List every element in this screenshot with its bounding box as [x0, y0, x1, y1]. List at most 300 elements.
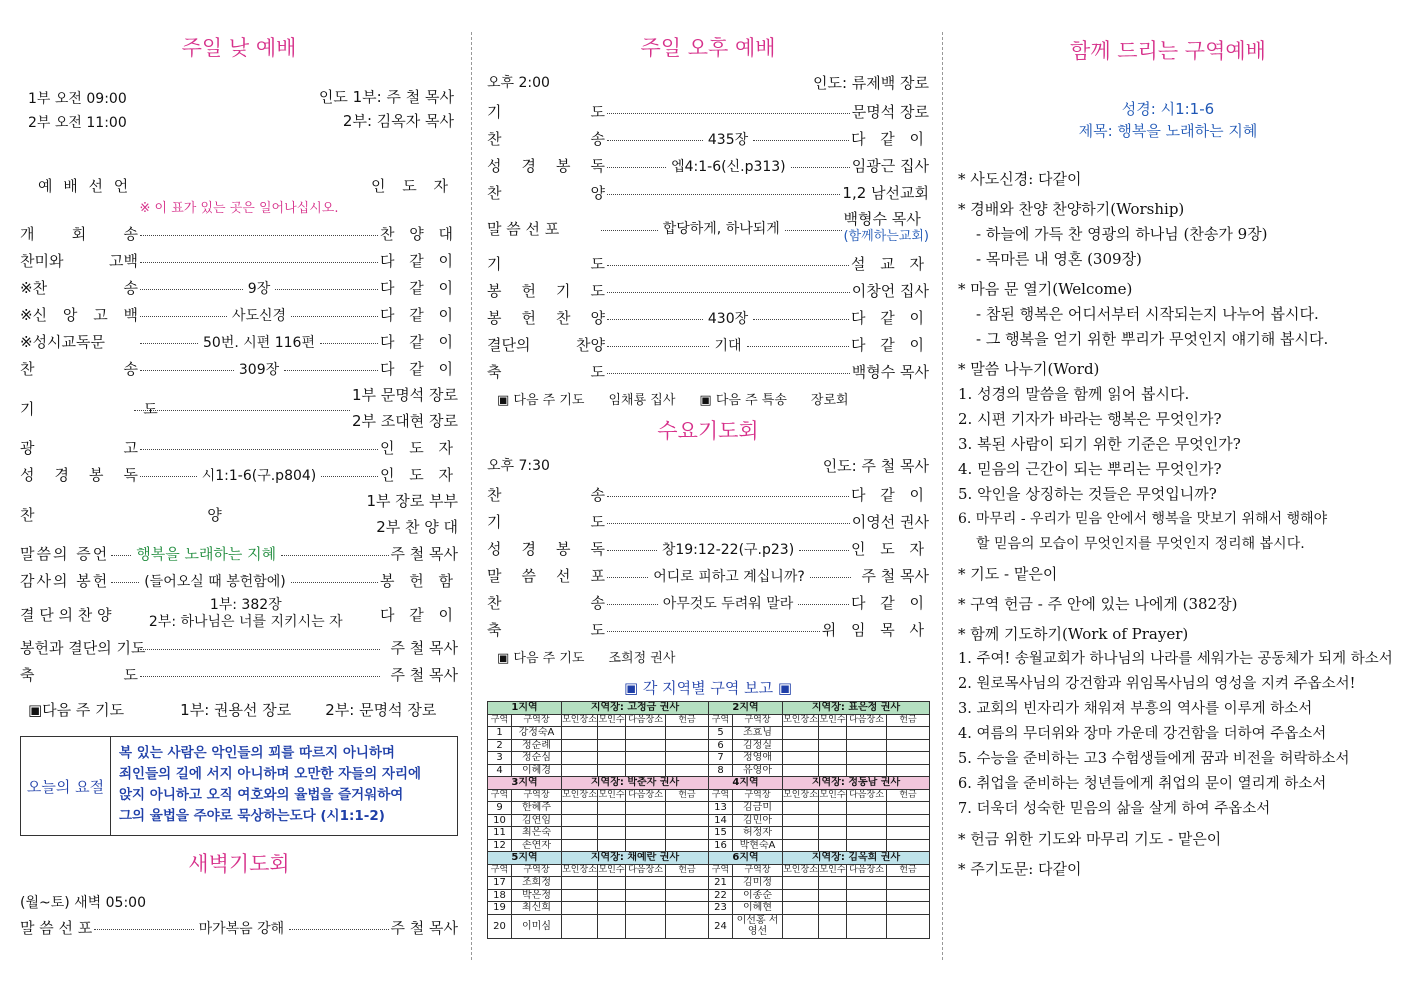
offering-right: 봉 헌 함	[379, 572, 458, 590]
table-cell	[666, 877, 709, 890]
afternoon-next	[487, 385, 929, 411]
resolve-row	[20, 594, 458, 634]
leader-dots	[607, 604, 658, 605]
afternoon-header	[487, 66, 929, 98]
cell-number: 8	[709, 764, 733, 777]
order-person: 백형수 목사	[851, 363, 929, 381]
order-label-char: 도	[590, 513, 605, 531]
table-cell	[666, 802, 709, 815]
table-row	[488, 914, 930, 938]
order-label-char: 백	[123, 306, 138, 324]
dawn-label: 말 씀 선 포	[20, 919, 93, 937]
table-cell	[626, 752, 666, 765]
table-cell	[819, 839, 847, 852]
cell-number: 6	[709, 739, 733, 752]
region-leader: 지역장: 표은정 권사	[783, 702, 930, 715]
cell-leader-name: 손연자	[512, 839, 562, 852]
order-label-char: 송	[123, 225, 138, 243]
table-cell	[819, 877, 847, 890]
cell-leader-name: 김연임	[512, 814, 562, 827]
order-label-char: 송	[590, 486, 605, 504]
cell-number: 14	[709, 814, 733, 827]
praise-right-1: 1부 장로 부부	[366, 492, 458, 510]
column-header: 구역	[488, 864, 512, 877]
table-cell	[626, 902, 666, 915]
table-cell	[783, 827, 819, 840]
table-cell	[887, 839, 930, 852]
table-cell	[666, 814, 709, 827]
order-label-char: 고	[123, 439, 138, 457]
order-label-char: 도	[590, 255, 605, 273]
column-header: 구역	[488, 714, 512, 727]
cell-leader-name: 이종순	[733, 889, 783, 902]
table-cell	[666, 727, 709, 740]
column-header-row	[488, 789, 930, 802]
table-cell	[562, 914, 598, 938]
dawn-row	[20, 914, 458, 941]
cell-number: 23	[709, 902, 733, 915]
leader-dots	[291, 316, 378, 317]
order-person: 다 같 이	[851, 309, 930, 327]
column-header: 모인장소	[783, 864, 818, 875]
cell-order-item: 6. 취업을 준비하는 청년들에게 취업의 문이 열리게 하소서	[958, 776, 1327, 792]
table-cell	[598, 727, 626, 740]
table-cell	[819, 802, 847, 815]
order-label-char: 찬	[20, 360, 35, 378]
standing-note: ※ 이 표가 있는 곳은 일어나십시오.	[139, 201, 339, 216]
leader-dots	[140, 649, 380, 650]
cell-order-item: * 사도신경: 다같이	[958, 170, 1082, 188]
cell-number: 2	[488, 739, 512, 752]
leader-dots	[275, 289, 378, 290]
order-rows-1	[20, 220, 458, 382]
table-cell	[783, 839, 819, 852]
resolve-label: 결 단 의 찬 양	[20, 605, 112, 624]
table-row	[488, 902, 930, 915]
order-label-char: 개	[20, 225, 35, 243]
afternoon-rows-2	[487, 250, 929, 385]
table-cell	[598, 839, 626, 852]
order-row	[487, 179, 929, 206]
region-name: 2지역	[709, 702, 783, 715]
cell-order-item: 2. 시편 기자가 바라는 행복은 무엇인가?	[958, 410, 1222, 428]
order-label	[487, 361, 605, 382]
table-cell	[626, 739, 666, 752]
cell-leader-name: 한혜주	[512, 802, 562, 815]
service2-time: 2부 오전 11:00	[28, 115, 127, 131]
leader-dots	[321, 476, 378, 477]
region-header-row	[488, 702, 930, 715]
cell-leader-name: 김미정	[733, 877, 783, 890]
table-cell	[783, 889, 819, 902]
order-person: 이창언 집사	[851, 282, 929, 300]
column-header: 모인장소	[783, 714, 818, 725]
leader-2: 2부: 김옥자 목사	[342, 112, 454, 130]
column-header: 헌금	[666, 714, 709, 727]
column-header: 모인수	[819, 714, 846, 725]
order-label	[20, 304, 138, 325]
leader-dots	[320, 343, 378, 344]
order-label-char: 찬	[487, 130, 502, 148]
table-cell	[626, 764, 666, 777]
order-label-char: 도	[590, 363, 605, 381]
order-label	[487, 511, 605, 532]
order-row	[487, 616, 929, 643]
table-cell	[783, 739, 819, 752]
table-cell	[598, 902, 626, 915]
column-header: 다음장소	[847, 864, 887, 877]
column-header: 모인장소	[562, 789, 597, 800]
order-label	[487, 280, 605, 301]
praise-row	[20, 488, 458, 540]
table-cell	[847, 914, 887, 938]
leader-dots	[94, 929, 193, 930]
table-cell	[887, 902, 930, 915]
table-cell	[626, 877, 666, 890]
table-cell	[783, 802, 819, 815]
table-cell	[666, 889, 709, 902]
afternoon-rows-1	[487, 98, 929, 206]
order-person: 인 도 자	[379, 439, 458, 457]
resolve-right: 다 같 이	[379, 605, 458, 624]
leader-dots	[607, 113, 850, 114]
cell-number: 16	[709, 839, 733, 852]
report-title: ▣ 각 지역별 구역 보고 ▣	[623, 679, 793, 697]
table-cell	[562, 877, 598, 890]
cell-leader-name: 정순심	[512, 752, 562, 765]
column-header: 헌금	[887, 789, 930, 802]
sunday-afternoon-column	[487, 30, 929, 939]
table-cell	[562, 802, 598, 815]
cell-worship-title: 함께 드리는 구역예배	[1070, 39, 1266, 63]
table-cell	[562, 764, 598, 777]
cell-number: 19	[488, 902, 512, 915]
order-label-char: 독	[123, 466, 138, 484]
order-person: 주 철 목사	[390, 639, 458, 657]
order-label-char: 찬	[487, 184, 502, 202]
order-label-char: 성	[487, 157, 502, 175]
table-cell	[887, 764, 930, 777]
cell-order-item: * 헌금 위한 기도와 마무리 기도 - 맡은이	[958, 830, 1222, 848]
order-label-char: 양	[590, 184, 605, 202]
region-leader: 지역장: 김옥희 권사	[783, 852, 930, 865]
cell-worship-column	[958, 30, 1393, 882]
table-cell	[847, 802, 887, 815]
table-cell	[626, 839, 666, 852]
column-header: 모인장소	[562, 714, 597, 725]
afternoon-time: 오후 2:00	[487, 75, 550, 91]
order-rows-3	[20, 634, 458, 688]
cell-number: 17	[488, 877, 512, 890]
column-header-row	[488, 714, 930, 727]
order-row	[487, 481, 929, 508]
order-label-char: 씀	[521, 567, 536, 585]
table-cell	[783, 727, 819, 740]
table-row	[488, 727, 930, 740]
order-person: 인 도 자	[380, 466, 459, 484]
offering-label: 감사의 봉헌	[20, 572, 110, 590]
afternoon-sermon-title: 합당하게, 하나되게	[662, 221, 780, 237]
order-header-left: 예 배 선 언	[38, 176, 132, 195]
order-label-char: 송	[590, 130, 605, 148]
order-row	[487, 535, 929, 562]
order-label	[20, 464, 138, 485]
order-label-char: 결단의	[487, 336, 531, 354]
order-detail: 기대	[714, 337, 742, 354]
column-header-row	[488, 864, 930, 877]
table-cell	[666, 902, 709, 915]
order-label: 봉헌과 결단의 기도	[20, 639, 146, 657]
leader-dots	[284, 370, 378, 371]
cell-leader-name: 유영아	[733, 764, 783, 777]
table-cell	[783, 902, 819, 915]
table-cell	[847, 752, 887, 765]
column-header: 구역장	[512, 789, 562, 802]
column-divider-2	[942, 32, 943, 960]
order-label-char: 송	[590, 594, 605, 612]
cell-leader-name: 박은정	[512, 889, 562, 902]
order-label-char: 헌	[521, 309, 536, 327]
table-cell	[562, 739, 598, 752]
table-cell	[666, 764, 709, 777]
praise-right-2: 2부 찬 양 대	[376, 518, 458, 536]
leader-dots	[601, 230, 658, 231]
table-cell	[887, 752, 930, 765]
cell-number: 13	[709, 802, 733, 815]
table-cell	[847, 727, 887, 740]
table-cell	[598, 764, 626, 777]
column-header: 구역장	[512, 864, 562, 877]
order-row	[487, 277, 929, 304]
table-row	[488, 839, 930, 852]
order-row	[487, 250, 929, 277]
order-row	[20, 328, 458, 355]
column-header: 헌금	[887, 864, 930, 877]
order-row	[487, 358, 929, 385]
order-person: 찬 양 대	[379, 225, 458, 243]
verse-line: 그의 율법을 주야로 묵상하는도다 (시1:1-2)	[119, 808, 385, 824]
leader-dots	[607, 373, 850, 374]
order-person: 다 같 이	[379, 252, 458, 270]
order-label-char: 선	[556, 567, 571, 585]
cell-number: 18	[488, 889, 512, 902]
order-label	[20, 437, 138, 458]
cell-order-item: 3. 복된 사람이 되기 위한 기준은 무엇인가?	[958, 435, 1241, 453]
leader-dots	[753, 140, 849, 141]
order-row	[20, 434, 458, 461]
column-header: 구역장	[512, 714, 562, 727]
order-label-char: 성	[487, 540, 502, 558]
cell-number: 21	[709, 877, 733, 890]
order-label-char: 독	[590, 540, 605, 558]
order-detail: 309장	[238, 361, 280, 378]
order-label-char: 기	[487, 255, 502, 273]
afternoon-sermon-row	[487, 206, 929, 250]
table-cell	[598, 739, 626, 752]
order-person: 1,2 남선교회	[842, 184, 929, 202]
leader-dots	[607, 550, 657, 551]
cell-order-item: 5. 악인을 상징하는 것들은 무엇입니까?	[958, 485, 1217, 503]
service1-time: 1부 오전 09:00	[28, 91, 127, 107]
column-header: 모인수	[598, 864, 625, 875]
order-header-right: 인 도 자	[370, 176, 454, 195]
region-name: 6지역	[709, 852, 783, 865]
leader-dots	[799, 550, 849, 551]
region-name: 1지역	[488, 702, 562, 715]
cell-order-item: 7. 더욱더 성숙한 믿음의 삶을 살게 하여 주옵소서	[958, 801, 1271, 817]
offering-note: (들어오실 때 봉헌함에)	[144, 573, 286, 590]
order-label-char: 봉	[556, 157, 571, 175]
cell-order-item: 2. 원로목사님의 강건함과 위임목사님의 영성을 지켜 주옵소서!	[958, 676, 1356, 692]
order-label-char: 헌	[521, 282, 536, 300]
prayer-label: 기 도	[20, 399, 210, 418]
leader-dots	[607, 346, 709, 347]
column-header: 헌금	[666, 864, 709, 877]
table-cell	[887, 802, 930, 815]
cell-order-item: 6. 마무리 - 우리가 믿음 안에서 행복을 맛보기 위해서 행해야	[958, 511, 1328, 527]
order-person: 다 같 이	[851, 594, 930, 612]
next-prayer-2: 2부: 문명석 장로	[325, 700, 437, 719]
table-cell	[666, 914, 709, 938]
next-special-label: ▣ 다음 주 특송	[699, 392, 787, 408]
cell-order-item: 4. 여름의 무더위와 장마 가운데 강건함을 더하여 주옵소서	[958, 726, 1327, 742]
region-leader: 지역장: 정동남 권사	[783, 777, 930, 790]
table-cell	[562, 752, 598, 765]
table-cell	[819, 752, 847, 765]
table-cell	[626, 827, 666, 840]
sermon-preacher: 주 철 목사	[390, 545, 458, 563]
cell-leader-name: 김정실	[733, 739, 783, 752]
cell-number: 4	[488, 764, 512, 777]
order-header	[20, 172, 458, 198]
order-detail: 435장	[707, 131, 749, 148]
cell-order-item: * 기도 - 맡은이	[958, 565, 1058, 583]
table-cell	[626, 814, 666, 827]
table-cell	[887, 889, 930, 902]
order-row	[487, 304, 929, 331]
service-times	[20, 66, 458, 131]
table-cell	[666, 752, 709, 765]
table-cell	[819, 914, 847, 938]
order-label-char: ※찬	[20, 279, 48, 297]
order-label-char: 경	[54, 466, 69, 484]
wednesday-leader: 인도: 주 철 목사	[822, 456, 929, 475]
cell-subject: 제목: 행복을 노래하는 지혜	[1078, 122, 1258, 140]
table-cell	[819, 739, 847, 752]
order-detail: 9장	[247, 280, 271, 297]
leader-dots	[140, 262, 378, 263]
leader-dots	[140, 235, 378, 236]
order-detail: 아무것도 두려워 말라	[662, 595, 794, 612]
table-cell	[887, 877, 930, 890]
order-label-char: 찬	[487, 594, 502, 612]
sermon-label: 말씀의 증언	[20, 545, 110, 563]
cell-leader-name: 이혜현	[733, 902, 783, 915]
order-person: 다 같 이	[380, 360, 459, 378]
leader-dots	[607, 496, 849, 497]
leader-dots	[791, 167, 850, 168]
cell-number: 9	[488, 802, 512, 815]
next-prayer-label: ▣ 다음 주 기도	[497, 392, 585, 408]
leader-dots	[291, 582, 378, 583]
cell-leader-name: 김금미	[733, 802, 783, 815]
sermon-row	[20, 540, 458, 567]
afternoon-preacher	[844, 210, 930, 246]
cell-number: 20	[488, 914, 512, 938]
order-row	[20, 220, 458, 247]
offering-row	[20, 567, 458, 594]
table-cell	[783, 914, 819, 938]
column-header: 모인장소	[562, 864, 597, 875]
cell-leader-name: 정영애	[733, 752, 783, 765]
order-person: 주 철 목사	[390, 666, 458, 684]
table-cell	[626, 889, 666, 902]
table-cell	[847, 902, 887, 915]
order-detail: 엡4:1-6(신.p313)	[671, 158, 786, 175]
column-header: 모인수	[819, 789, 846, 800]
order-label	[487, 182, 605, 203]
afternoon-sermon-label: 말 씀 선 포	[487, 219, 560, 238]
dawn-right: 주 철 목사	[390, 919, 458, 937]
table-cell	[562, 827, 598, 840]
order-label-char: 축	[487, 621, 502, 639]
table-cell	[783, 877, 819, 890]
cell-order-item: - 목마른 내 영혼 (309장)	[976, 250, 1142, 268]
order-label	[487, 307, 605, 328]
prayer-right-1: 1부 문명석 장로	[351, 386, 458, 404]
table-row	[488, 752, 930, 765]
afternoon-preacher-name: 백형수 목사	[843, 210, 921, 228]
table-cell	[887, 739, 930, 752]
order-person: 주 철 목사	[861, 567, 930, 585]
table-cell	[783, 764, 819, 777]
table-cell	[887, 727, 930, 740]
afternoon-preacher-church: (함께하는교회)	[843, 229, 929, 244]
order-label	[487, 619, 605, 640]
order-label-char: 경	[521, 157, 536, 175]
table-cell	[562, 839, 598, 852]
order-person: 다 같 이	[851, 336, 930, 354]
order-label-char: 포	[590, 567, 605, 585]
order-label	[487, 334, 605, 355]
order-label-char: 도	[590, 621, 605, 639]
order-person: 다 같 이	[379, 306, 458, 324]
leader-dots	[753, 319, 849, 320]
column-header: 모인수	[819, 864, 846, 875]
table-cell	[783, 752, 819, 765]
leader-dots	[810, 577, 851, 578]
column-header: 다음장소	[847, 714, 887, 727]
order-label-char: 찬	[556, 309, 571, 327]
cell-number: 24	[709, 914, 733, 938]
order-detail: 사도신경	[231, 307, 287, 324]
region-name: 5지역	[488, 852, 562, 865]
leader-1: 인도 1부: 주 철 목사	[318, 88, 454, 106]
leader-dots	[140, 370, 234, 371]
order-label-char: 송	[123, 279, 138, 297]
column-header: 헌금	[666, 789, 709, 802]
cell-leader-name: 정순례	[512, 739, 562, 752]
order-label	[487, 155, 605, 176]
table-cell	[819, 902, 847, 915]
column-header: 다음장소	[626, 789, 666, 802]
verse-line: 복 있는 사람은 악인들의 꾀를 따르지 아니하며	[119, 745, 395, 761]
prayer-row	[20, 382, 458, 434]
cell-order-item: * 함께 기도하기(Work of Prayer)	[958, 625, 1189, 643]
order-person: 다 같 이	[850, 486, 929, 504]
cell-scripture: 성경: 시1:1-6	[1121, 100, 1215, 118]
column-header: 다음장소	[847, 789, 887, 802]
